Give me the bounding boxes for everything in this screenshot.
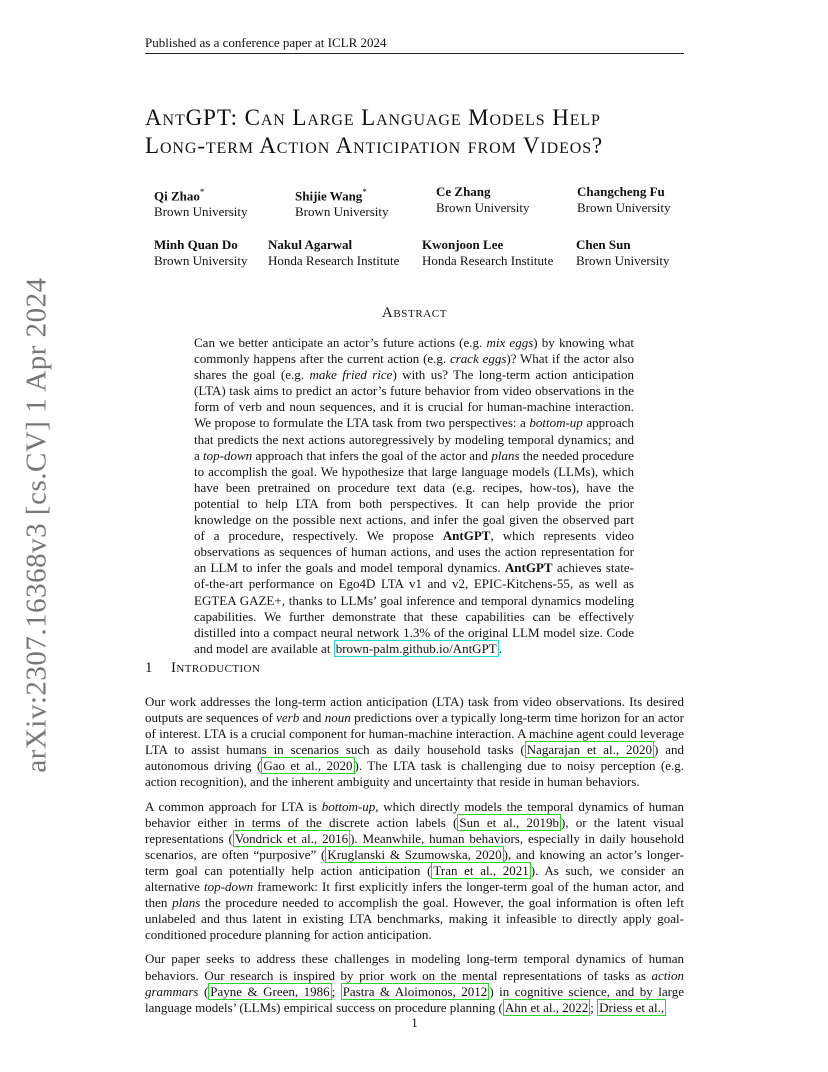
paragraph: A common approach for LTA is bottom-up, which directly models the temporal dynamics of human behavior either in terms of the discrete action labels ( Sun et al., 2019b ), or the latent visual representations ( Vondrick et al., 2016 ). Meanwhile, human behaviors, especially in daily household scenarios, are often “purposive” ( Kruglanski & Szumowska, 2020 ), and knowing an actor’s longer-term goal can potentially help action anticipation ( Tran et al., 2021 ). As such, we consider an alternative top-down framework: It first explicitly infers the longer-term goal of the human actor, and then plans the procedure needed to accomplish the goal. However, the goal information is often left unlabeled and thus latent in existing LTA benchmarks, making it infeasible to directly apply goal-conditioned procedure planning for action anticipation. [145,798,685,943]
title-line-1: AntGPT: Can Large Language Models Help [145,105,601,130]
paragraph: Our work addresses the long-term action anticipation (LTA) task from video observations. Its desired outputs are sequences of verb and noun predictions over a typically long-term time horizon for an actor of interest. LTA is a crucial component for human-machine interaction. A machine agent could leverage LTA to assist humans in scenarios such as daily household tasks ( Nagarajan et al., 2020 ) and autonomous driving ( Gao et al., 2020 ). The LTA task is challenging due to noisy perception (e.g. action recognition), and the inherent ambiguity and uncertainty that reside in human behaviors. [145,694,684,790]
title-line-2: Long-term Action Anticipation from Videos? [145,133,604,158]
equal-contribution-mark: * [362,187,367,197]
equal-contribution-mark: * [199,187,205,197]
citation-link[interactable]: Tran et al., 2021 [433,862,529,878]
author-block [154,184,248,220]
author-block [576,237,670,269]
citation-link[interactable]: Pastra & Aloimonos, 2012 [342,983,488,999]
author-affiliation: Brown University [577,200,671,215]
citation-link[interactable]: Vondrick et al., 2016 [234,830,349,846]
author-name: Ce Zhang [436,184,491,199]
author-block [268,237,399,269]
citation-link[interactable]: Driess et al., [599,999,665,1015]
author-name: Minh Quan Do [154,237,238,252]
author-name: Nakul Agarwal [268,237,353,252]
citation-link[interactable]: Sun et al., 2019b [459,814,559,830]
author-affiliation: Honda Research Institute [268,253,400,268]
citation-link[interactable]: Nagarajan et al., 2020 [526,742,652,758]
section-title: Introduction [171,660,261,676]
citation-link[interactable]: Ahn et al., 2022 [504,999,589,1015]
author-name: Qi Zhao [154,188,200,204]
section-heading [145,660,260,677]
citation-link[interactable]: Payne & Green, 1986 [210,983,330,999]
author-affiliation: Honda Research Institute [422,253,554,268]
paragraph: Our paper seeks to address these challenges in modeling long-term temporal dynamics of human behaviors. Our research is inspired by prior work on the mental representations of tasks as action grammars ( Payne & Green, 1986 ; Pastra & Aloimonos, 2012 ) in cognitive science, and by large language models’ (LLMs) empirical success on procedure planning ( Ahn et al., 2022 ; Driess et al., [145,951,684,1015]
author-affiliation: Brown University [295,204,389,220]
page-number: 1 [411,1015,418,1030]
section-number: 1 [145,660,153,676]
author-block [154,237,248,269]
author-block [436,184,530,216]
citation-link[interactable]: Gao et al., 2020 [263,758,353,774]
model-name: AntGPT [504,560,553,576]
author-block [422,237,553,269]
author-name: Changcheng Fu [577,184,665,199]
header-rule [145,53,684,54]
abstract-heading: Abstract [381,305,448,321]
running-header: Published as a conference paper at ICLR 2024 [145,35,387,50]
author-affiliation: Brown University [154,204,248,220]
paper-title [145,104,705,160]
author-name: Kwonjoon Lee [422,237,504,252]
arxiv-id: arXiv:2307.16368v3 [cs.CV] 1 Apr 2024 [20,277,53,773]
project-link[interactable]: brown-palm.github.io/AntGPT [335,640,497,656]
author-block [577,184,671,216]
citation-link[interactable]: Kruglanski & Szumowska, 2020 [327,846,502,862]
model-name: AntGPT [442,528,491,544]
author-affiliation: Brown University [576,253,670,268]
author-name: Shijie Wang [295,188,363,204]
abstract-text: Can we better anticipate an actor’s future actions (e.g. mix eggs) by knowing what commonly happens after the current action (e.g. crack eggs)? What if the actor also shares the goal (e.g. make fried rice) with us? The long-term action anticipation (LTA) task aims to predict an actor’s future behavior from video observations in the form of verb and noun sequences, and it is crucial for human-machine interaction. We propose to formulate the LTA task from two perspectives: a bottom-up approach that predicts the next actions autoregressively by modeling temporal dynamics; and a top-down approach that infers the goal of the actor and plans the needed procedure to accomplish the goal. We hypothesize that large language models (LLMs), which have been pretrained on procedure text data (e.g. recipes, how-tos), have the potential to help LTA from both perspectives. It can help provide the prior knowledge on the possible next actions, and infer the goal given the observed part of a procedure, respectively. We propose AntGPT, which represents video observations as sequences of human actions, and uses the action representation for an LLM to infer the goals and model temporal dynamics. AntGPT achieves state-of-the-art performance on Ego4D LTA v1 and v2, EPIC-Kitchens-55, as well as EGTEA GAZE+, thanks to LLMs’ goal inference and temporal dynamics modeling capabilities. We further demonstrate that these capabilities can be effectively distilled into a compact neural network 1.3% of the original LLM model size. Code and model are available at brown-palm.github.io/AntGPT . [194,335,634,656]
author-block [295,184,389,220]
author-affiliation: Brown University [436,200,530,215]
author-name: Chen Sun [576,237,631,252]
author-affiliation: Brown University [154,253,248,268]
body-text [145,694,684,1024]
arxiv-watermark [20,277,53,773]
